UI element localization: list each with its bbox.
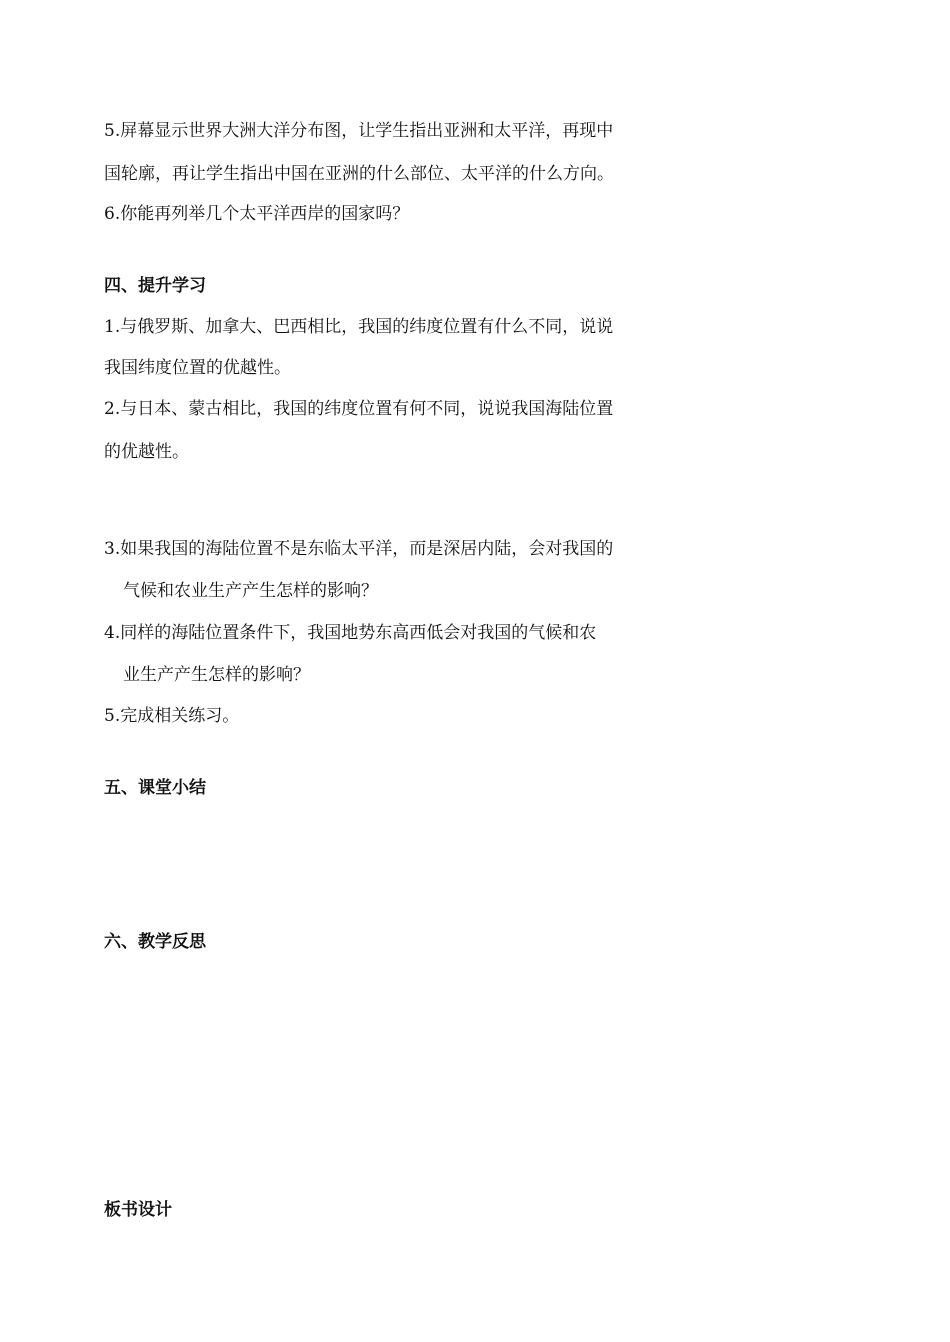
board-design-heading: 板书设计: [104, 1200, 172, 1220]
s4-item4-line2: 业生产产生怎样的影响？: [123, 665, 310, 685]
s4-item3-line2: 气候和农业生产产生怎样的影响？: [123, 581, 378, 601]
s4-item1-line2: 我国纬度位置的优越性。: [104, 358, 291, 378]
s4-item1-line1: 1.与俄罗斯、加拿大、巴西相比，我国的纬度位置有什么不同，说说: [104, 317, 614, 337]
s4-item4-line1: 4.同样的海陆位置条件下，我国地势东高西低会对我国的气候和农: [104, 623, 597, 643]
s3-item6: 6.你能再列举几个太平洋西岸的国家吗？: [104, 204, 410, 224]
s4-item3-line1: 3.如果我国的海陆位置不是东临太平洋，而是深居内陆，会对我国的: [104, 539, 614, 559]
s3-item5-line2: 国轮廓，再让学生指出中国在亚洲的什么部位、太平洋的什么方向。: [104, 164, 614, 184]
section4-heading: 四、提升学习: [104, 276, 206, 296]
s4-item5: 5.完成相关练习。: [104, 706, 240, 726]
s4-item2-line2: 的优越性。: [104, 442, 189, 462]
s3-item5-line1: 5.屏幕显示世界大洲大洋分布图，让学生指出亚洲和太平洋，再现中: [104, 121, 614, 141]
section5-heading: 五、课堂小结: [104, 778, 206, 798]
s4-item2-line1: 2.与日本、蒙古相比，我国的纬度位置有何不同，说说我国海陆位置: [104, 399, 614, 419]
section6-heading: 六、教学反思: [104, 932, 206, 952]
